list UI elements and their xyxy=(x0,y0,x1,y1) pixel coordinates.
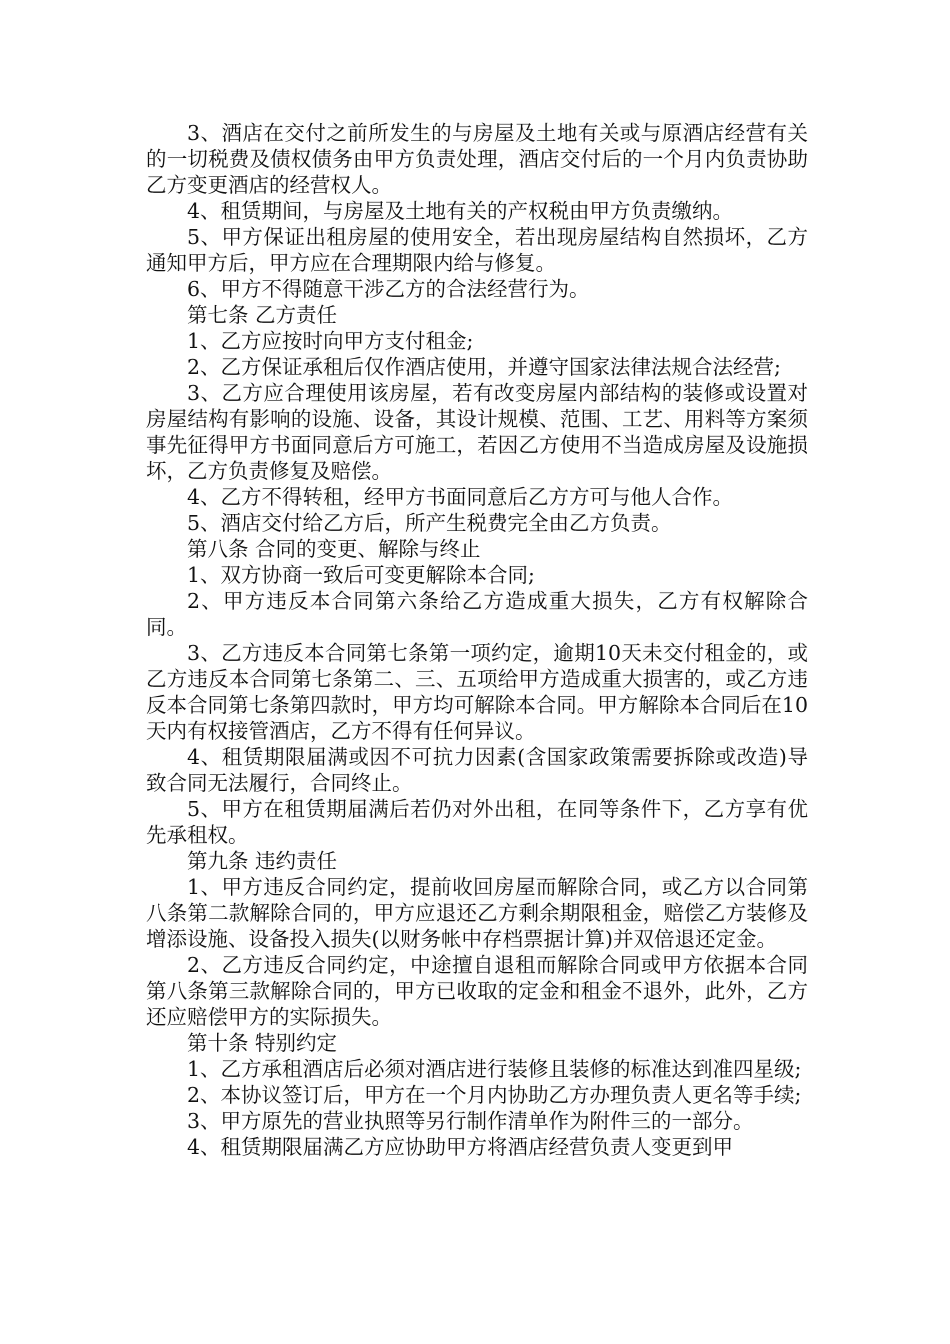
paragraph: 5、酒店交付给乙方后，所产生税费完全由乙方负责。 xyxy=(187,511,672,535)
paragraph: 2、本协议签订后，甲方在一个月内协助乙方办理负责人更名等手续; xyxy=(187,1083,802,1107)
paragraph: 5、甲方在租赁期届满后若仍对外出租，在同等条件下，乙方享有优先承租权。 xyxy=(146,797,808,847)
section-heading: 第八条 合同的变更、解除与终止 xyxy=(187,537,481,561)
section-heading: 第十条 特别约定 xyxy=(187,1031,338,1055)
paragraph: 3、甲方原先的营业执照等另行制作清单作为附件三的一部分。 xyxy=(187,1109,754,1133)
paragraph: 3、乙方违反本合同第七条第一项约定，逾期10天未交付租金的，或乙方违反本合同第七条第二、三、五项给甲方造成重大损害的，或乙方违反本合同第七条第四款时，甲方均可解除本合同。甲方解除本合同后在10天内有权接管酒店，乙方不得有任何异议。 xyxy=(146,641,808,743)
section-heading: 第七条 乙方责任 xyxy=(187,303,338,327)
paragraph: 1、乙方承租酒店后必须对酒店进行装修且装修的标准达到准四星级; xyxy=(187,1057,802,1081)
paragraph: 4、租赁期限届满或因不可抗力因素(含国家政策需要拆除或改造)导致合同无法履行，合同终止。 xyxy=(146,745,808,795)
paragraph: 1、甲方违反合同约定，提前收回房屋而解除合同，或乙方以合同第八条第二款解除合同的，甲方应退还乙方剩余期限租金，赔偿乙方装修及增添设施、设备投入损失(以财务帐中存档票据计算)并双倍退还定金。 xyxy=(146,875,808,951)
section-heading: 第九条 违约责任 xyxy=(187,849,338,873)
paragraph: 4、租赁期限届满乙方应协助甲方将酒店经营负责人变更到甲 xyxy=(187,1135,734,1159)
paragraph: 1、双方协商一致后可变更解除本合同; xyxy=(187,563,535,587)
paragraph: 2、甲方违反本合同第六条给乙方造成重大损失，乙方有权解除合同。 xyxy=(146,589,808,639)
paragraph: 3、乙方应合理使用该房屋，若有改变房屋内部结构的装修或设置对房屋结构有影响的设施、设备，其设计规模、范围、工艺、用料等方案须事先征得甲方书面同意后方可施工，若因乙方使用不当造成房屋及设施损坏，乙方负责修复及赔偿。 xyxy=(146,381,808,483)
paragraph: 6、甲方不得随意干涉乙方的合法经营行为。 xyxy=(187,277,590,301)
paragraph: 2、乙方违反合同约定，中途擅自退租而解除合同或甲方依据本合同第八条第三款解除合同的，甲方已收取的定金和租金不退外，此外，乙方还应赔偿甲方的实际损失。 xyxy=(146,953,808,1029)
document-page xyxy=(146,120,808,1160)
paragraph: 4、租赁期间，与房屋及土地有关的产权税由甲方负责缴纳。 xyxy=(187,199,734,223)
paragraph: 1、乙方应按时向甲方支付租金; xyxy=(187,329,474,353)
paragraph: 2、乙方保证承租后仅作酒店使用，并遵守国家法律法规合法经营; xyxy=(187,355,781,379)
paragraph: 3、酒店在交付之前所发生的与房屋及土地有关或与原酒店经营有关的一切税费及债权债务由甲方负责处理，酒店交付后的一个月内负责协助乙方变更酒店的经营权人。 xyxy=(146,121,808,197)
paragraph: 4、乙方不得转租，经甲方书面同意后乙方方可与他人合作。 xyxy=(187,485,734,509)
paragraph: 5、甲方保证出租房屋的使用安全，若出现房屋结构自然损坏，乙方通知甲方后，甲方应在合理期限内给与修复。 xyxy=(146,225,808,275)
